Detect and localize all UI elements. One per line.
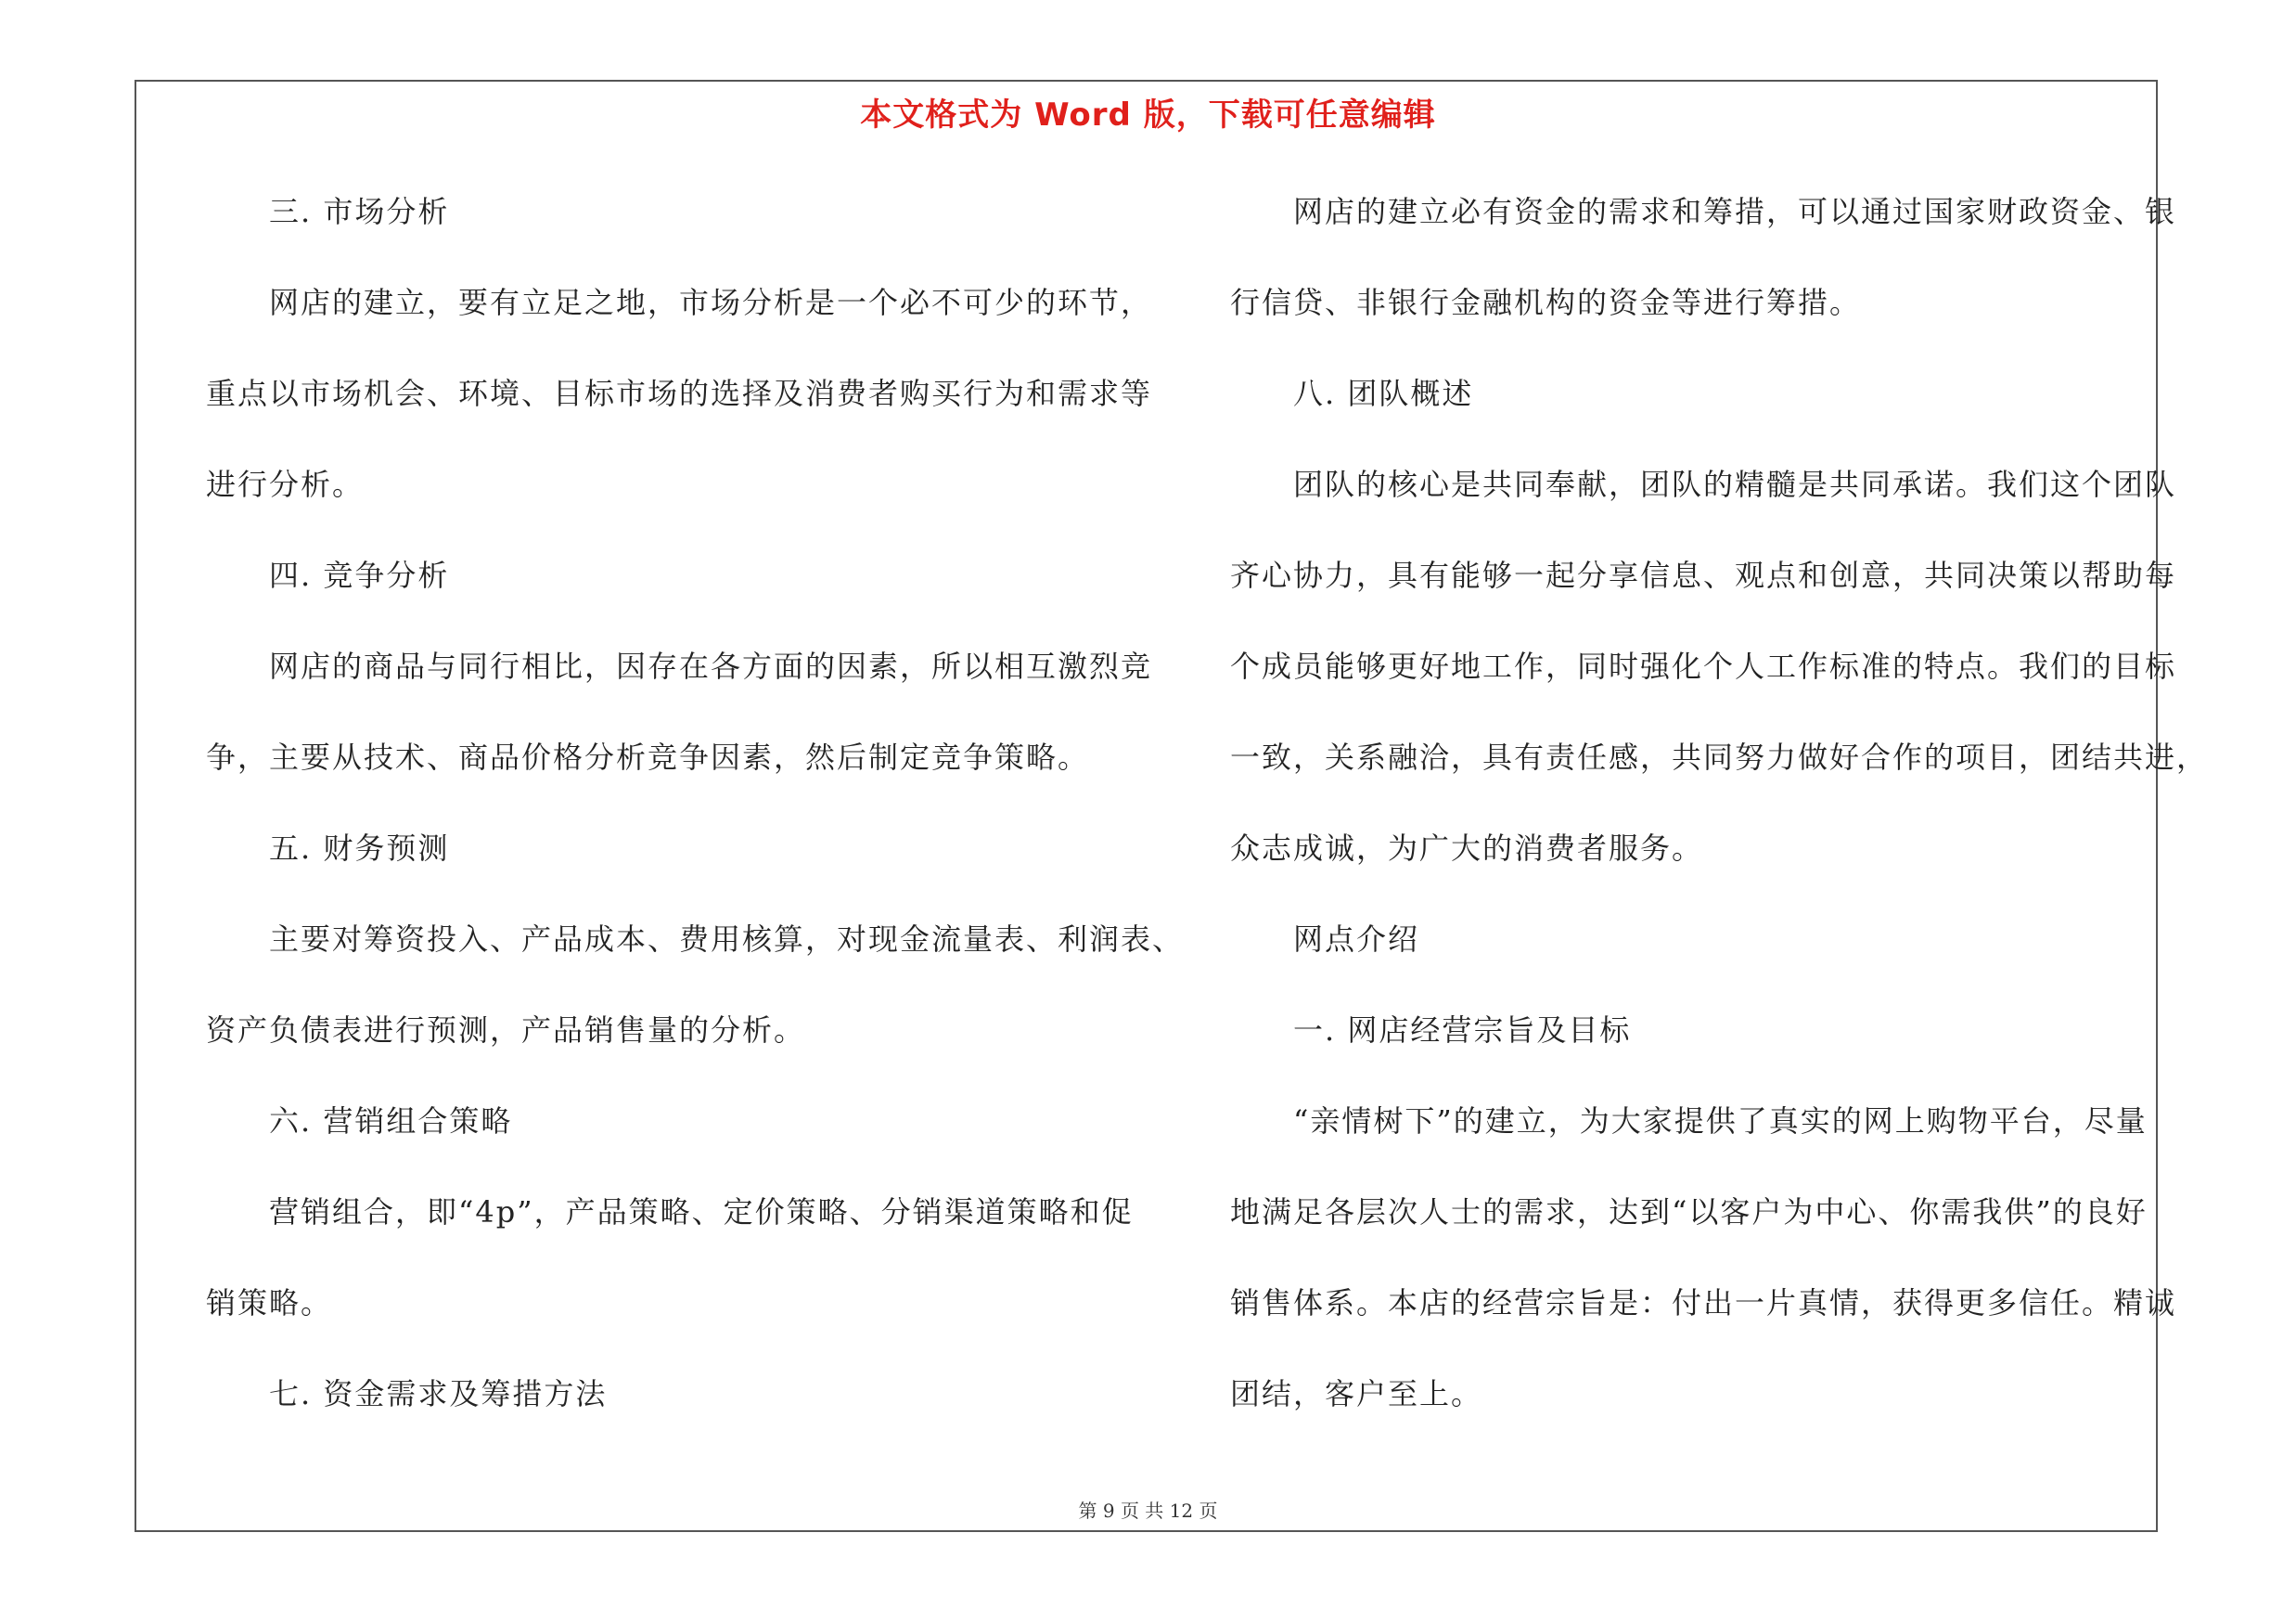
paragraph-line: 资产负债表进行预测，产品销售量的分析。 [206,1012,806,1048]
paragraph-line: 网点介绍 [1293,921,1420,957]
paragraph-line: 行信贷、非银行金融机构的资金等进行筹措。 [1230,285,1862,320]
paragraph-line: 地满足各层次人士的需求，达到“以客户为中心、你需我供”的良好 [1230,1194,2148,1230]
paragraph-line: 四. 竞争分析 [269,558,450,593]
right-column [1230,184,2209,1457]
paragraph-line: 营销组合，即“4p”，产品策略、定价策略、分销渠道策略和促 [269,1194,1134,1230]
paragraph-line: 一致，关系融洽，具有责任感，共同努力做好合作的项目，团结共进， [1230,740,2209,775]
paragraph-line: 争，主要从技术、商品价格分析竞争因素，然后制定竞争策略。 [206,740,1090,775]
paragraph-line: 三. 市场分析 [269,194,450,229]
paragraph-line: 网店的建立，要有立足之地，市场分析是一个必不可少的环节， [269,285,1153,320]
paragraph-line: 团结，客户至上。 [1230,1376,1483,1411]
paragraph-line: 进行分析。 [206,467,365,502]
page-footer: 第 9 页 共 12 页 [1078,1500,1218,1522]
paragraph-line: “亲情树下”的建立，为大家提供了真实的网上购物平台，尽量 [1293,1103,2148,1139]
paragraph-line: 网店的建立必有资金的需求和筹措，可以通过国家财政资金、银 [1293,194,2177,229]
paragraph-line: 八. 团队概述 [1293,376,1474,411]
paragraph-line: 重点以市场机会、环境、目标市场的选择及消费者购买行为和需求等 [206,376,1153,411]
left-column [206,184,1185,1457]
paragraph-line: 六. 营销组合策略 [269,1103,513,1139]
paragraph-line: 销策略。 [206,1285,333,1320]
paragraph-line: 众志成诚，为广大的消费者服务。 [1230,831,1704,866]
paragraph-line: 齐心协力，具有能够一起分享信息、观点和创意，共同决策以帮助每 [1230,558,2177,593]
paragraph-line: 七. 资金需求及筹措方法 [269,1376,608,1411]
paragraph-line: 五. 财务预测 [269,831,450,866]
paragraph-line: 团队的核心是共同奉献，团队的精髓是共同承诺。我们这个团队 [1293,467,2177,502]
paragraph-line: 网店的商品与同行相比，因存在各方面的因素，所以相互激烈竞 [269,649,1153,684]
page-banner: 本文格式为 Word 版，下载可任意编辑 [860,97,1436,134]
paragraph-line: 个成员能够更好地工作，同时强化个人工作标准的特点。我们的目标 [1230,649,2177,684]
paragraph-line: 销售体系。本店的经营宗旨是：付出一片真情，获得更多信任。精诚 [1230,1285,2177,1320]
paragraph-line: 主要对筹资投入、产品成本、费用核算，对现金流量表、利润表、 [269,921,1185,957]
paragraph-line: 一. 网店经营宗旨及目标 [1293,1012,1632,1048]
